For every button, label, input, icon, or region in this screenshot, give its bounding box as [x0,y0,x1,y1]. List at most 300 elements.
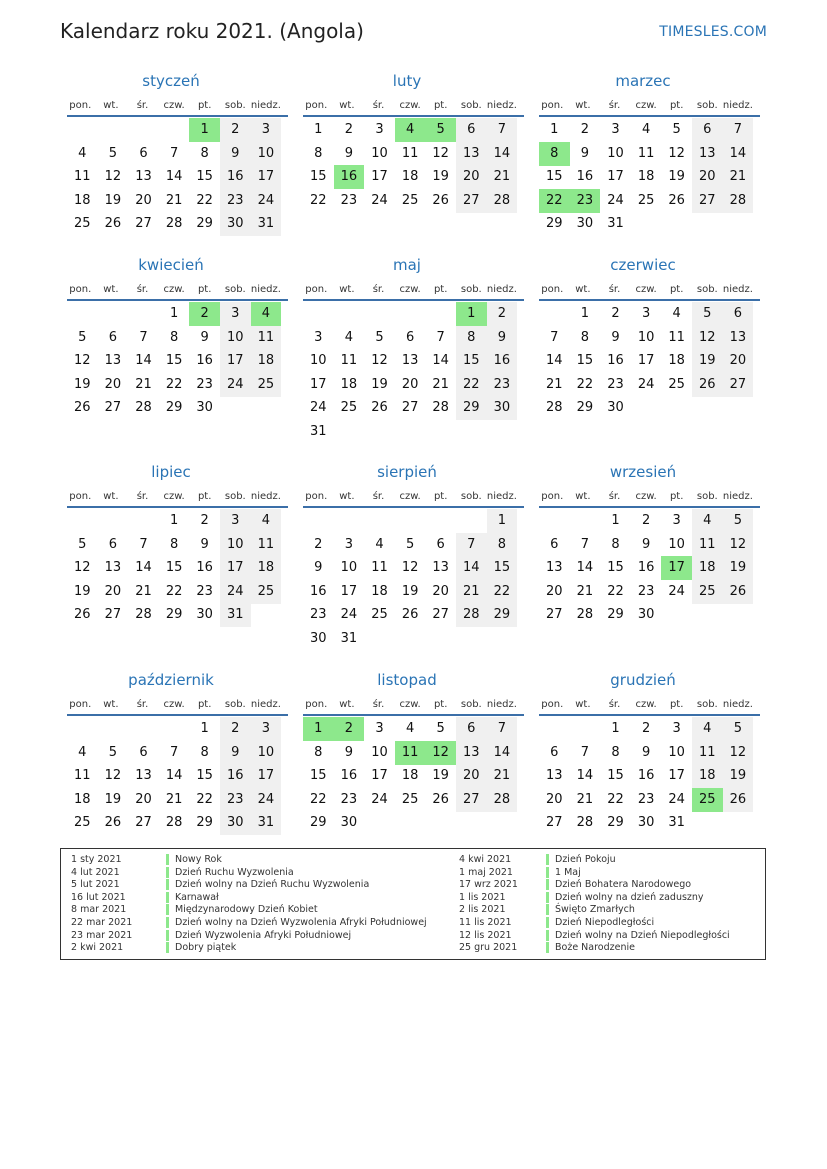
month-name: lipiec [151,463,191,481]
day-cell: 19 [692,349,723,373]
day-cell: 25 [637,192,655,208]
day-cell: 14 [576,560,594,575]
holiday-day-cell: 23 [570,189,601,213]
day-cell: 18 [251,556,282,580]
day-cell: 19 [432,768,449,783]
day-cell: 21 [135,376,152,392]
day-cell: 26 [104,216,122,231]
day-cell: 15 [165,560,183,575]
day-cell: 1 [550,122,559,137]
weekday-header: niedz. [250,284,281,295]
day-cell: 9 [200,536,209,552]
month-name: maj [393,256,421,274]
day-cell: 17 [340,583,358,599]
day-cell: 14 [487,741,518,765]
day-cell: 10 [371,145,388,161]
day-cell: 30 [487,396,518,420]
weekday-header: niedz. [722,491,753,502]
weekday-header: pon. [541,699,564,710]
day-cell: 27 [456,189,487,213]
legend-marker [546,917,549,928]
day-cell: 13 [135,768,152,783]
day-cell: 26 [371,400,388,415]
day-cell: 22 [165,376,183,392]
weekday-header: sob. [224,284,246,295]
day-cell: 27 [692,189,723,213]
weekday-header: wt. [339,699,355,710]
day-cell: 16 [637,768,655,783]
day-cell: 11 [74,768,91,783]
day-cell: 7 [139,329,148,345]
day-cell: 24 [371,192,388,208]
weekday-header: sob. [696,284,718,295]
day-cell: 20 [456,165,487,189]
legend-date: 11 lis 2021 [459,917,512,928]
day-cell: 8 [456,326,487,350]
day-cell: 1 [169,513,179,528]
day-cell: 2 [487,302,518,326]
weekday-header: wt. [339,100,355,111]
day-cell: 23 [220,189,251,213]
legend-marker [546,942,549,953]
day-cell: 26 [692,373,723,397]
day-cell: 12 [371,353,388,368]
day-cell: 27 [546,815,563,830]
weekday-header: śr. [136,491,149,502]
day-cell: 23 [196,583,213,599]
day-cell: 13 [456,741,487,765]
day-cell: 17 [310,376,327,392]
weekday-header: pon. [305,491,328,502]
day-cell: 10 [220,533,251,557]
day-cell: 14 [165,768,183,783]
month-name: kwiecień [138,256,204,274]
day-cell: 6 [723,302,754,326]
day-cell: 2 [200,513,209,528]
day-cell: 24 [340,607,358,622]
day-cell: 3 [611,122,620,137]
day-cell: 3 [375,122,384,137]
day-cell: 12 [104,169,122,184]
day-cell: 25 [401,791,419,807]
weekday-header: śr. [608,491,621,502]
legend-holiday-name: Dzień wolny na Dzień Ruchu Wyzwolenia [175,879,370,891]
day-cell: 5 [78,329,87,345]
day-cell: 16 [196,353,213,368]
day-cell: 9 [487,326,518,350]
weekday-header: pt. [197,491,212,502]
weekday-header: pt. [433,100,448,111]
day-cell: 5 [692,302,723,326]
day-cell: 1 [611,721,620,736]
day-cell: 6 [550,744,559,760]
day-cell: 18 [74,192,91,208]
day-cell: 26 [723,580,754,604]
month-rule [303,714,524,716]
day-cell: 30 [196,400,213,415]
day-cell: 27 [104,607,122,622]
day-cell: 24 [668,583,685,599]
day-cell: 9 [611,329,620,345]
weekday-header: sob. [460,699,482,710]
day-cell: 30 [220,811,251,835]
holiday-day-cell: 4 [251,302,282,326]
day-cell: 1 [314,122,323,137]
month-rule [67,714,288,716]
day-cell: 16 [310,583,327,599]
day-cell: 27 [456,788,487,812]
legend-marker [166,917,169,928]
day-cell: 28 [135,400,152,415]
weekday-header: sob. [224,491,246,502]
day-cell: 25 [401,192,419,208]
legend-holiday-name: Dzień wolny na Dzień Niepodległości [555,929,730,941]
day-cell: 16 [220,764,251,788]
day-cell: 10 [220,326,251,350]
day-cell: 1 [200,721,209,736]
legend-holiday-name: 1 Maj [555,866,581,878]
month-name: wrzesień [609,463,677,481]
day-cell: 29 [487,603,518,627]
day-cell: 7 [169,744,179,760]
day-cell: 28 [456,603,487,627]
month-rule [539,115,760,117]
day-cell: 27 [135,216,152,231]
day-cell: 28 [576,815,594,830]
day-cell: 8 [200,744,209,760]
day-cell: 31 [310,423,327,439]
day-cell: 24 [251,788,282,812]
day-cell: 24 [637,376,655,392]
day-cell: 12 [401,560,419,575]
day-cell: 11 [251,326,282,350]
day-cell: 3 [220,302,251,326]
day-cell: 11 [692,533,723,557]
weekday-header: czw. [163,100,185,111]
day-cell: 21 [432,376,449,392]
day-cell: 22 [310,791,327,807]
day-cell: 2 [611,306,620,321]
day-cell: 8 [580,329,590,345]
day-cell: 15 [310,169,327,184]
day-cell: 24 [371,791,388,807]
day-cell: 9 [220,741,251,765]
day-cell: 13 [104,353,122,368]
day-cell: 29 [165,400,183,415]
day-cell: 10 [637,329,655,345]
day-cell: 16 [340,768,358,783]
weekday-header: śr. [136,100,149,111]
day-cell: 28 [487,788,518,812]
day-cell: 15 [196,169,213,184]
day-cell: 28 [432,400,449,415]
day-cell: 2 [220,717,251,741]
day-cell: 7 [456,533,487,557]
day-cell: 6 [108,329,118,345]
day-cell: 31 [251,811,282,835]
day-cell: 4 [692,509,723,533]
day-cell: 7 [436,329,445,345]
day-cell: 27 [104,400,122,415]
day-cell: 3 [251,118,282,142]
day-cell: 3 [344,536,354,552]
legend-holiday-name: Dzień Niepodległości [555,917,655,928]
day-cell: 14 [165,169,183,184]
day-cell: 15 [607,768,624,783]
legend-date: 16 lut 2021 [71,891,126,903]
weekday-header: pt. [433,284,448,295]
day-cell: 18 [692,764,723,788]
weekday-header: czw. [399,100,421,111]
day-cell: 17 [607,169,624,184]
holiday-day-cell: 16 [334,165,365,189]
day-cell: 11 [637,145,655,161]
legend-date: 12 lis 2021 [459,929,512,941]
day-cell: 21 [165,791,183,807]
day-cell: 15 [546,169,563,184]
weekday-header: niedz. [250,491,281,502]
weekday-header: śr. [372,284,385,295]
day-cell: 15 [165,353,183,368]
weekday-header: czw. [635,284,657,295]
day-cell: 15 [607,560,624,575]
holiday-day-cell: 1 [189,118,220,142]
day-cell: 27 [723,373,754,397]
holiday-day-cell: 1 [456,302,487,326]
day-cell: 18 [251,349,282,373]
legend-holiday-name: Karnawał [175,891,219,903]
weekday-header: sob. [460,100,482,111]
day-cell: 26 [74,400,91,415]
day-cell: 29 [165,607,183,622]
legend-marker [166,854,169,865]
day-cell: 13 [135,169,152,184]
weekday-header: czw. [635,699,657,710]
day-cell: 9 [314,560,323,575]
day-cell: 22 [196,791,213,807]
day-cell: 7 [580,536,590,552]
weekday-header: czw. [163,699,185,710]
holiday-day-cell: 22 [539,189,570,213]
day-cell: 15 [576,353,594,368]
day-cell: 26 [432,192,449,208]
day-cell: 13 [401,353,419,368]
day-cell: 18 [371,583,388,599]
day-cell: 12 [692,326,723,350]
weekday-header: niedz. [722,100,753,111]
legend-marker [166,904,169,915]
day-cell: 29 [607,815,624,830]
day-cell: 22 [576,376,594,392]
month-name: grudzień [610,671,676,689]
weekday-header: pt. [669,100,684,111]
holiday-day-cell: 8 [539,142,570,166]
weekday-header: wt. [103,100,119,111]
day-cell: 13 [432,560,449,575]
day-cell: 9 [580,145,590,161]
day-cell: 10 [251,741,282,765]
legend-holiday-name: Dzień Ruchu Wyzwolenia [175,866,294,878]
legend-date: 1 sty 2021 [71,854,122,865]
day-cell: 13 [546,560,563,575]
day-cell: 24 [251,189,282,213]
page-title: Kalendarz roku 2021. (Angola) [60,19,364,43]
day-cell: 21 [165,192,183,208]
day-cell: 4 [344,329,354,345]
day-cell: 29 [310,815,327,830]
weekday-header: sob. [460,491,482,502]
day-cell: 14 [487,142,518,166]
weekday-header: pt. [197,284,212,295]
weekday-header: niedz. [486,491,517,502]
day-cell: 31 [607,216,624,231]
day-cell: 6 [692,118,723,142]
month-rule [539,299,760,301]
legend-holiday-name: Dobry piątek [175,942,237,954]
day-cell: 6 [456,118,487,142]
day-cell: 31 [340,630,358,646]
day-cell: 2 [344,122,354,137]
day-cell: 20 [432,583,449,599]
weekday-header: wt. [575,491,591,502]
weekday-header: wt. [339,491,355,502]
weekday-header: pt. [669,284,684,295]
day-cell: 9 [344,145,354,161]
day-cell: 31 [251,212,282,236]
day-cell: 19 [104,192,122,208]
day-cell: 22 [607,583,624,599]
day-cell: 18 [637,169,655,184]
day-cell: 17 [668,768,685,783]
month-name: czerwiec [610,256,676,274]
weekday-header: pon. [69,491,92,502]
weekday-header: wt. [575,284,591,295]
day-cell: 10 [607,145,624,161]
day-cell: 14 [135,353,152,368]
day-cell: 6 [436,536,445,552]
day-cell: 30 [637,815,655,830]
weekday-header: sob. [696,100,718,111]
day-cell: 26 [432,791,449,807]
day-cell: 25 [668,376,685,392]
legend-marker [166,930,169,941]
day-cell: 12 [74,353,91,368]
day-cell: 13 [104,560,122,575]
day-cell: 17 [371,169,388,184]
day-cell: 2 [641,721,651,736]
day-cell: 5 [405,536,415,552]
day-cell: 25 [371,607,388,622]
day-cell: 24 [668,791,685,807]
weekday-header: pon. [541,284,564,295]
day-cell: 20 [135,791,152,807]
weekday-header: niedz. [486,100,517,111]
day-cell: 19 [723,764,754,788]
day-cell: 8 [200,145,209,161]
day-cell: 6 [139,145,148,161]
day-cell: 14 [546,353,563,368]
month-rule [303,299,524,301]
holiday-day-cell: 11 [395,741,426,765]
day-cell: 2 [314,536,323,552]
legend-marker [166,879,169,890]
legend-marker [166,942,169,953]
day-cell: 20 [723,349,754,373]
holiday-day-cell: 5 [425,118,456,142]
day-cell: 17 [220,556,251,580]
day-cell: 11 [371,560,388,575]
day-cell: 30 [607,400,624,415]
weekday-header: niedz. [250,100,281,111]
weekday-header: niedz. [250,699,281,710]
weekday-header: czw. [399,699,421,710]
day-cell: 16 [487,349,518,373]
day-cell: 27 [546,607,563,622]
weekday-header: sob. [224,100,246,111]
day-cell: 29 [456,396,487,420]
weekday-header: czw. [399,284,421,295]
day-cell: 19 [371,376,388,392]
weekday-header: pt. [669,699,684,710]
day-cell: 5 [78,536,87,552]
weekday-header: pon. [69,699,92,710]
legend-holiday-name: Dzień wolny na dzień zaduszny [555,891,704,903]
weekday-header: czw. [163,491,185,502]
day-cell: 6 [456,717,487,741]
day-cell: 23 [340,791,358,807]
weekday-header: śr. [372,699,385,710]
day-cell: 16 [196,560,213,575]
weekday-header: pon. [305,284,328,295]
day-cell: 9 [220,142,251,166]
day-cell: 14 [135,560,152,575]
day-cell: 18 [74,791,91,807]
day-cell: 29 [196,216,213,231]
day-cell: 23 [487,373,518,397]
day-cell: 22 [607,791,624,807]
day-cell: 27 [401,400,419,415]
day-cell: 4 [692,717,723,741]
day-cell: 7 [487,118,518,142]
day-cell: 2 [641,513,651,528]
weekday-header: wt. [575,100,591,111]
day-cell: 12 [723,741,754,765]
weekday-header: czw. [635,491,657,502]
holiday-day-cell: 4 [395,118,426,142]
day-cell: 25 [251,580,282,604]
day-cell: 10 [251,142,282,166]
day-cell: 14 [456,556,487,580]
day-cell: 1 [611,513,620,528]
day-cell: 7 [139,536,148,552]
site-link[interactable]: TIMESLES.COM [659,24,767,40]
legend-holiday-name: Nowy Rok [175,854,222,865]
weekday-header: pon. [541,491,564,502]
day-cell: 15 [487,556,518,580]
legend-holiday-name: Dzień Pokoju [555,854,616,865]
day-cell: 9 [641,744,651,760]
day-cell: 13 [692,142,723,166]
weekday-header: niedz. [486,699,517,710]
day-cell: 17 [251,764,282,788]
day-cell: 5 [108,744,118,760]
day-cell: 19 [104,791,122,807]
day-cell: 21 [546,376,563,392]
day-cell: 4 [375,536,384,552]
legend-date: 1 lis 2021 [459,891,506,903]
day-cell: 13 [546,768,563,783]
day-cell: 19 [74,376,91,392]
